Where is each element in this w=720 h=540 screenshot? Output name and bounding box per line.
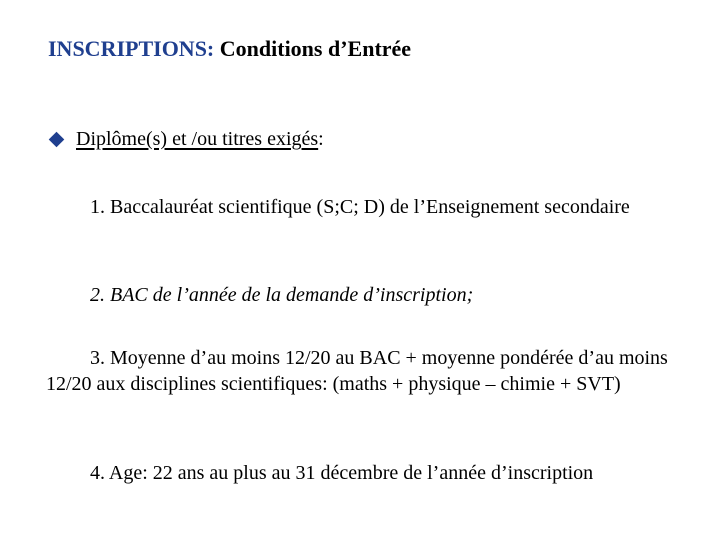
requirement-item-4: 4. Age: 22 ans au plus au 31 décembre de l’année d’inscription bbox=[90, 462, 594, 484]
page-title bbox=[48, 36, 411, 62]
title-prefix: INSCRIPTIONS: bbox=[48, 36, 215, 61]
requirement-item-2: 2. BAC de l’année de la demande d’inscription; bbox=[90, 284, 474, 306]
requirements-heading-colon: : bbox=[318, 128, 324, 150]
title-main: Conditions d’Entrée bbox=[219, 36, 412, 61]
requirement-item-1: 1. Baccalauréat scientifique (S;C; D) de l’Enseignement secondaire bbox=[90, 196, 630, 218]
requirements-heading bbox=[48, 128, 324, 151]
requirement-item-3: 3. Moyenne d’au moins 12/20 au BAC + moyenne pondérée d’au moins 12/20 aux disciplines scientifiques: (maths + physique – chimie + SVT) bbox=[46, 347, 668, 395]
diamond-bullet-icon bbox=[49, 132, 65, 148]
requirements-heading-text: Diplôme(s) et /ou titres exigés bbox=[76, 128, 319, 150]
